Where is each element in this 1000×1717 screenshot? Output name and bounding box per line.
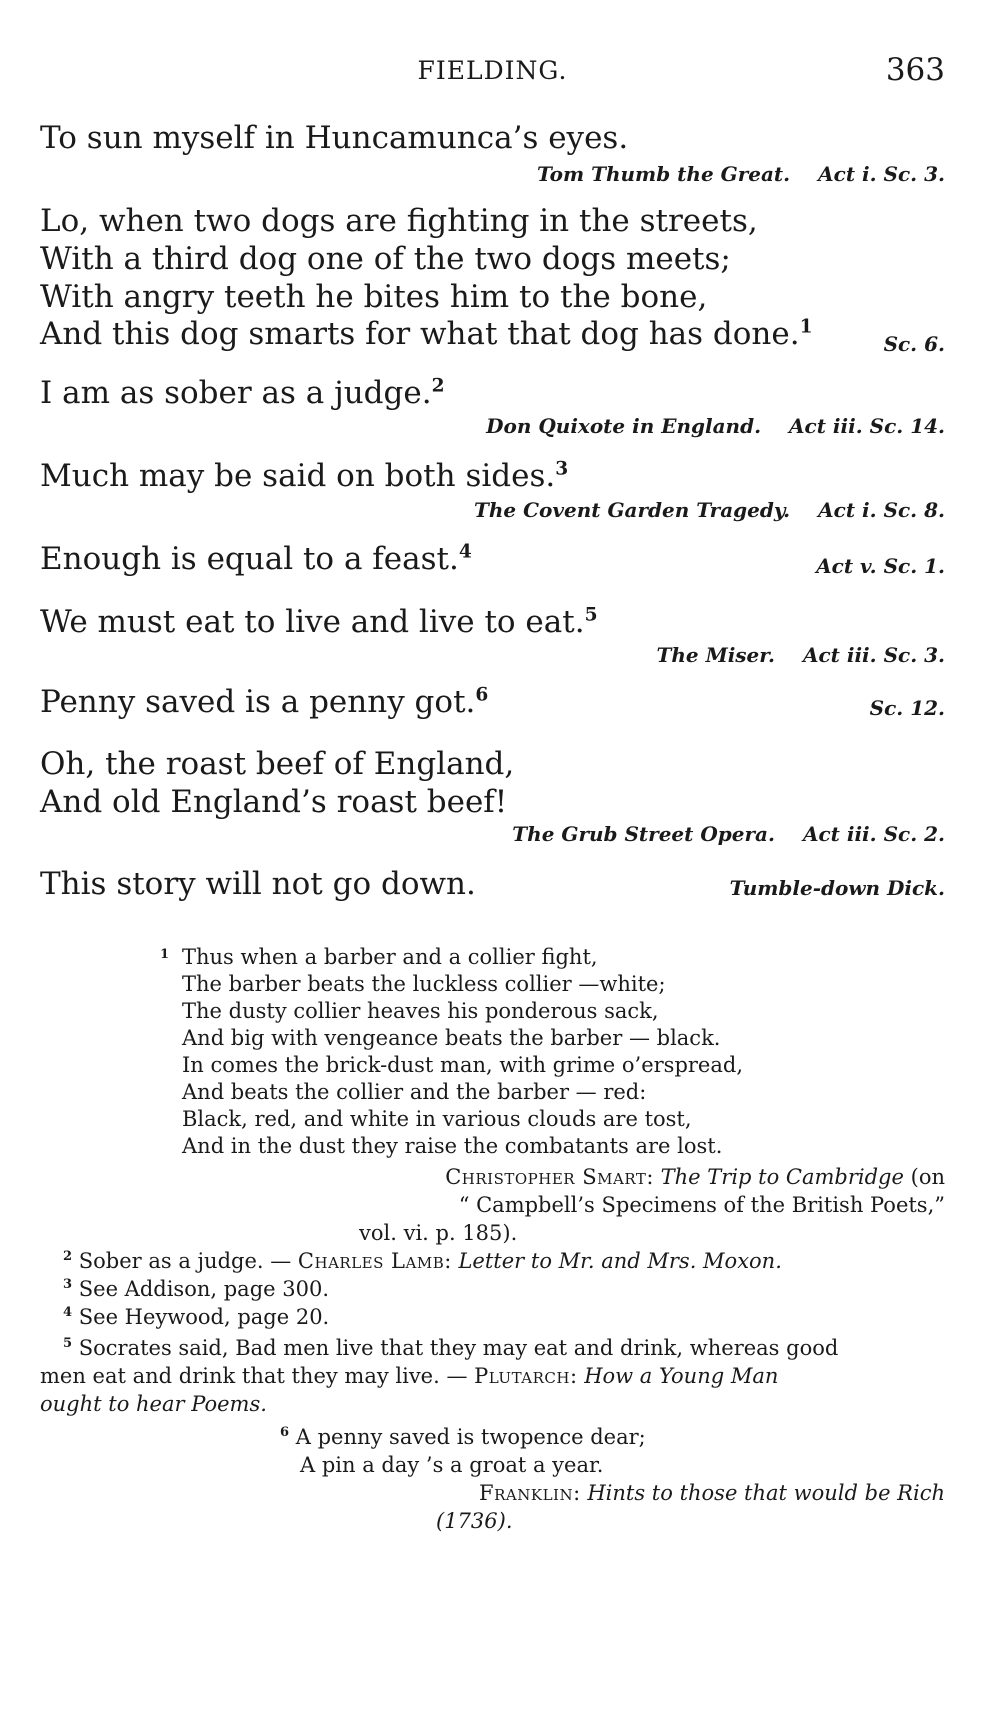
- quote-line: [40, 684, 488, 720]
- citation-work: The Grub Street Opera.: [512, 822, 775, 846]
- footnote-number: 5: [63, 1336, 73, 1351]
- footnote-text: Sober as a judge. —: [78, 1249, 292, 1273]
- footnote-source: vol. vi. p. 185).: [359, 1221, 518, 1245]
- footnote-verse-line: Black, red, and white in various clouds are tost,: [182, 1107, 692, 1131]
- footnote-text: See Heywood, page 20.: [78, 1305, 330, 1329]
- footnote-verse-line: And in the dust they raise the combatants are lost.: [182, 1134, 723, 1158]
- citation: [474, 498, 945, 522]
- footnote: [280, 1424, 646, 1450]
- running-head: [40, 52, 945, 92]
- footnote-mark[interactable]: 2: [431, 375, 445, 397]
- citation: [816, 554, 945, 578]
- citation: [656, 643, 945, 667]
- citation: [730, 876, 945, 900]
- citation: [884, 332, 945, 356]
- citation-work: Don Quixote in England.: [486, 414, 762, 438]
- footnote-verse-line: A pin a day ’s a groat a year.: [300, 1453, 604, 1477]
- citation-location: Act i. Sc. 3.: [818, 162, 945, 186]
- footnote: [63, 1248, 782, 1274]
- citation: [870, 696, 945, 720]
- citation-location: Act iii. Sc. 3.: [802, 643, 945, 667]
- quote-line: To sun myself in Huncamunca’s eyes.: [40, 120, 629, 156]
- footnote-mark[interactable]: 6: [475, 684, 489, 706]
- footnote-attribution: [445, 1164, 945, 1190]
- footnote-work: How a Young Man: [584, 1364, 779, 1388]
- quote-line: [40, 316, 813, 352]
- footnote-work: Letter to Mr. and Mrs. Moxon.: [458, 1249, 782, 1273]
- citation: [537, 162, 945, 186]
- running-title: FIELDING.: [417, 56, 568, 85]
- footnote-source: “ Campbell’s Specimens of the British Poets,”: [458, 1193, 945, 1217]
- quote-text: We must eat to live and live to eat.: [40, 604, 585, 640]
- footnote-text: See Addison, page 300.: [78, 1277, 329, 1301]
- footnote-number: 3: [63, 1277, 73, 1292]
- quote-line: [40, 541, 472, 577]
- footnote: [63, 1276, 329, 1302]
- footnote-mark[interactable]: 3: [555, 458, 569, 480]
- citation-work: The Miser.: [656, 643, 775, 667]
- footnote-author: Christopher Smart:: [445, 1165, 654, 1189]
- citation-location: Sc. 6.: [883, 332, 945, 356]
- citation-location: Act iii. Sc. 2.: [802, 822, 945, 846]
- footnote-author: Franklin:: [479, 1481, 581, 1505]
- footnote-work: The Trip to Cambridge: [660, 1165, 904, 1189]
- footnote-mark[interactable]: 1: [799, 316, 813, 338]
- footnote-text: men eat and drink that they may live. —: [40, 1364, 468, 1388]
- citation-work: Tumble-down Dick.: [729, 876, 945, 900]
- footnote-work: Hints to those that would be Rich: [587, 1481, 945, 1505]
- citation-location: Sc. 12.: [869, 696, 945, 720]
- footnote-continuation: [40, 1363, 778, 1389]
- footnote-verse-line: And big with vengeance beats the barber — black.: [182, 1026, 721, 1050]
- citation-work: The Covent Garden Tragedy.: [473, 498, 791, 522]
- footnote-verse-line: In comes the brick-dust man, with grime o’erspread,: [182, 1053, 743, 1077]
- footnote-attribution: [479, 1480, 945, 1506]
- footnote-source: (on: [910, 1165, 945, 1189]
- footnote-mark[interactable]: 5: [584, 604, 598, 626]
- page-number: 363: [885, 52, 945, 88]
- quote-line: Lo, when two dogs are fighting in the streets,: [40, 203, 758, 239]
- quote-line: [40, 375, 445, 411]
- footnote-year: (1736).: [436, 1509, 513, 1533]
- footnote-number: 6: [280, 1425, 290, 1440]
- citation: [486, 414, 945, 438]
- quote-text: Much may be said on both sides.: [40, 458, 556, 494]
- quote-line: This story will not go down.: [40, 866, 476, 902]
- quote-line: Oh, the roast beef of England,: [40, 746, 515, 782]
- footnote-author: Charles Lamb:: [297, 1249, 452, 1273]
- citation: [512, 822, 945, 846]
- quote-text: Enough is equal to a feast.: [40, 541, 459, 577]
- footnote-number: 2: [63, 1249, 73, 1264]
- footnote-text: Socrates said, Bad men live that they may eat and drink, whereas good: [78, 1336, 839, 1360]
- footnote-verse-line: Thus when a barber and a collier fight,: [182, 945, 598, 969]
- footnote-mark[interactable]: 4: [458, 541, 472, 563]
- footnote-verse-line: A penny saved is twopence dear;: [295, 1425, 646, 1449]
- footnote-author: Plutarch:: [474, 1364, 578, 1388]
- footnote-number: 4: [63, 1305, 73, 1320]
- citation-location: Act iii. Sc. 14.: [789, 414, 945, 438]
- footnote-number: 1: [160, 947, 170, 962]
- quote-text: Penny saved is a penny got.: [40, 684, 476, 720]
- quote-text: And this dog smarts for what that dog has done.: [40, 316, 800, 352]
- quote-line: [40, 458, 568, 494]
- footnote-verse-line: The barber beats the luckless collier —white;: [182, 972, 666, 996]
- quote-text: I am as sober as a judge.: [40, 375, 432, 411]
- citation-work: Tom Thumb the Great.: [537, 162, 791, 186]
- quote-line: With angry teeth he bites him to the bone,: [40, 279, 708, 315]
- footnote: [63, 1335, 838, 1361]
- citation-location: Act v. Sc. 1.: [816, 554, 945, 578]
- citation-location: Act i. Sc. 8.: [818, 498, 945, 522]
- footnote-verse-line: And beats the collier and the barber — red:: [182, 1080, 647, 1104]
- footnote: [63, 1304, 329, 1330]
- footnote-work: ought to hear Poems.: [40, 1392, 267, 1416]
- quote-line: With a third dog one of the two dogs meets;: [40, 241, 731, 277]
- quote-line: And old England’s roast beef!: [40, 784, 508, 820]
- footnote-verse-line: The dusty collier heaves his ponderous sack,: [182, 999, 659, 1023]
- quote-line: [40, 604, 598, 640]
